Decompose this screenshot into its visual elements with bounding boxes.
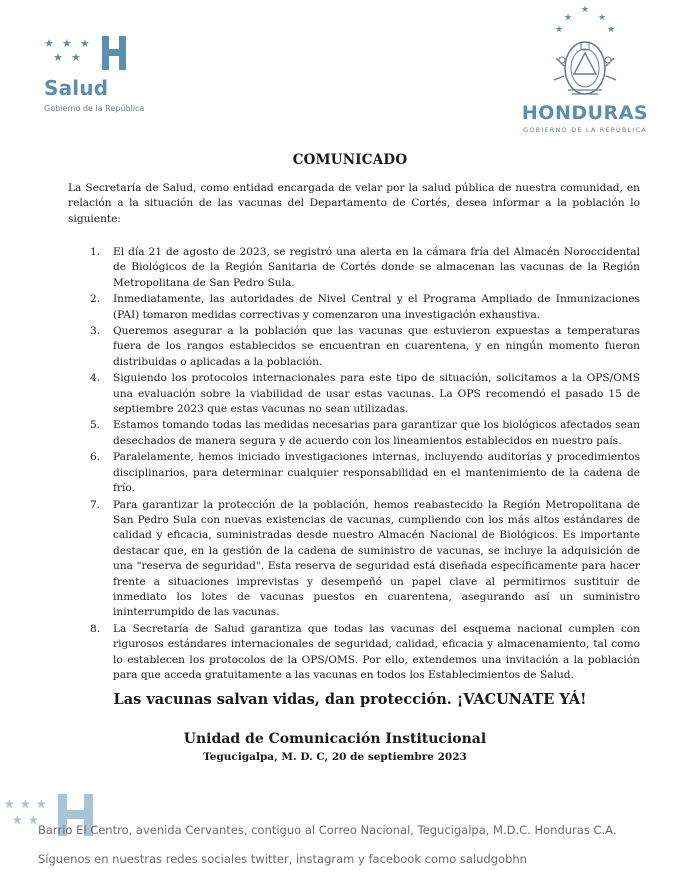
list-item-number: 7. [90,498,101,511]
coat-of-arms-icon [550,36,620,100]
list-item [68,292,640,323]
list-item [68,450,640,496]
list-item-text: Queremos asegurar a la población que las vacunas que estuvieron expuestas a temperaturas fuera de los rangos establecidos se encuentran en cuarentena, y en ningún momento fueron distribuidas o aplicadas a la población. [113,325,640,368]
list-item-text: La Secretaría de Salud garantiza que todas las vacunas del esquema nacional cumplen con rigurosos estándares internacionales de seguridad, calidad, eficacia y almacenamiento, tal como lo establecen los protocolos de la OPS/OMS. Por ello, extendemos una invitación a la población para que acceda gratuitamente a las vacunas en todos los Establecimientos de Salud. [113,622,640,681]
salud-wordmark: Salud [44,76,109,100]
list-item-text: Estamos tomando todas las medidas necesarias para garantizar que los biológicos afectados sean desechados de manera segura y de acuerdo con los lineamientos establecidos en nuestro país. [113,419,640,447]
salud-star-h-icon: ★ ★ ★ ★ ★ [44,36,174,74]
svg-text:★: ★ [28,813,39,827]
list-item-text: Para garantizar la protección de la población, hemos reabastecido la Región Metropolitana de San Pedro Sula con nuevas existencias de vacunas, cumpliendo con los más altos estándares de calidad y eficacia, suministradas desde nuestro Almacén Nacional de Biológicos. Es importante destacar que, en la gestión de la cadena de suministro de vacunas, se incluye la adquisición de una "reserva de seguridad". Esta reserva de seguridad está diseñada específicamente para hacer frente a situaciones imprevistas y desempeñó un papel clave al permitirnos sustituir de inmediato los lotes de vacunas puestos en cuarentena, asegurando así un suministro ininterrumpido de las vacunas. [113,498,640,619]
list-item-text: Siguiendo los protocolos internacionales para este tipo de situación, solicitamos a la OPS/OMS una evaluación sobre la viabilidad de usar estas vacunas. La OPS recomendó el pasado 15 de septiembre 2023 que estas vacunas no sean utilizadas. [113,372,640,416]
dateline: Tegucigalpa, M. D. C, 20 de septiembre 2023 [203,751,467,763]
svg-text:★: ★ [4,797,15,811]
list-item-number: 1. [90,246,101,258]
list-item-number: 3. [90,325,101,338]
list-item-text: El día 21 de agosto de 2023, se registró una alerta en la cámara fría del Almacén Noroccidental de Biológicos de la Región Sanitaria de Cortés donde se almacenan las vacunas de la Región Metropolitana de San Pedro Sula. [113,246,640,289]
list-item [68,245,640,291]
signature-unit: Unidad de Comunicación Institucional [183,731,487,747]
list-item-number: 4. [90,372,101,385]
list-item [68,418,640,449]
svg-text:★: ★ [36,797,47,811]
honduras-subtitle: GOBIERNO DE LA REPÚBLICA [523,126,647,134]
list-item-number: 2. [90,293,101,306]
document-title: COMUNICADO [292,152,408,168]
list-item-number: 6. [90,451,101,464]
salud-subtitle: Gobierno de la República [44,104,145,113]
list-item-number: 8. [90,622,101,635]
statement-list [68,245,640,684]
honduras-logo [510,6,660,134]
list-item [68,498,640,621]
list-item [68,371,640,417]
list-item-text: Paralelamente, hemos iniciado investigaciones internas, incluyendo auditorías y procedimientos disciplinarios, para determinar cualquier responsabilidad en el mantenimiento de la cadena de frío. [113,451,640,495]
star-arc-icon: ★ ★ ★ ★ ★ [555,5,616,35]
list-item-number: 5. [90,419,101,432]
salud-logo [44,36,174,113]
list-item [68,324,640,370]
svg-text:★: ★ [12,813,23,827]
list-item-text: Inmediatamente, las autoridades de Nivel Central y el Programa Ampliado de Inmunizaciones (PAI) tomaron medidas correctivas y comenzaron una investigación exhaustiva. [113,293,640,321]
honduras-wordmark: HONDURAS [521,102,649,124]
svg-text:★: ★ [20,797,31,811]
list-item [68,622,640,684]
slogan: Las vacunas salvan vidas, dan protección. ¡VACUNATE YÁ! [113,691,587,708]
intro-paragraph: La Secretaría de Salud, como entidad encargada de velar por la salud pública de nuestra comunidad, en relación a la situación de las vacunas del Departamento de Cortés, desea informar a la población lo siguiente: [68,182,640,225]
footer-address: Barrio El Centro, avenida Cervantes, contiguo al Correo Nacional, Tegucigalpa, M.D.C. Honduras C.A. [38,823,617,837]
footer-social: Síguenos en nuestras redes sociales twitter, instagram y facebook como saludgobhn [38,852,527,866]
